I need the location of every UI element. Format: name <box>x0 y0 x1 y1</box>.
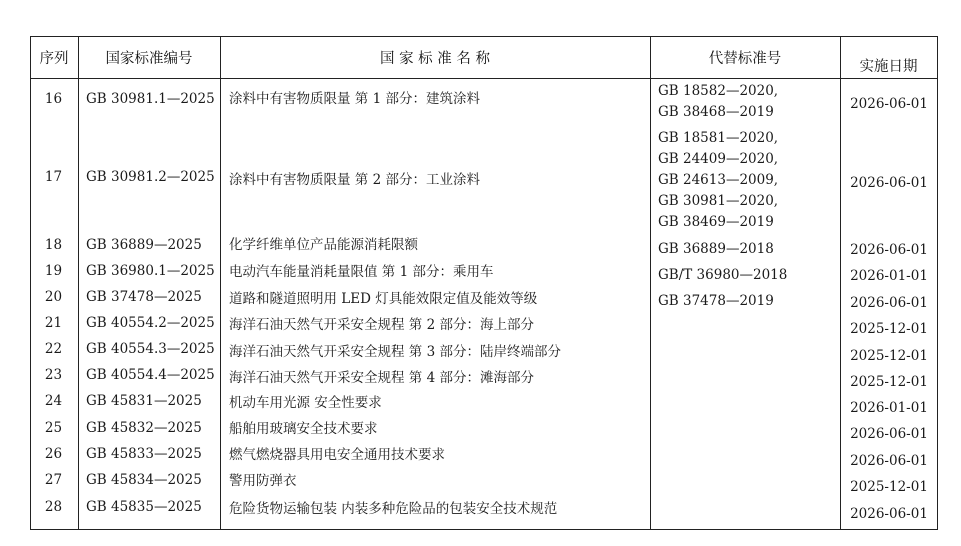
replaced-standard: GB 30981—2020, <box>658 193 779 209</box>
row-name: 化学纤维单位产品能源消耗限额 <box>229 237 418 253</box>
row-seq: 18 <box>44 237 63 253</box>
row-code: GB 40554.3—2025 <box>86 341 215 357</box>
row-name: 涂料中有害物质限量 第 1 部分：建筑涂料 <box>229 91 480 107</box>
replaced-standard: GB 18581—2020, <box>658 130 779 146</box>
replaced-standard: GB 38469—2019 <box>658 214 774 230</box>
row-name: 机动车用光源 安全性要求 <box>229 395 382 411</box>
row-date: 2026-06-01 <box>850 242 928 258</box>
row-name: 道路和隧道照明用 LED 灯具能效限定值及能效等级 <box>229 291 538 307</box>
row-name: 船舶用玻璃安全技术要求 <box>229 421 378 437</box>
table-bottom-border <box>30 529 937 530</box>
row-seq: 19 <box>44 263 63 279</box>
row-replaces: GB 37478—2019 <box>658 293 774 309</box>
row-replaces <box>658 81 778 123</box>
row-code: GB 30981.1—2025 <box>86 91 215 107</box>
column-divider <box>650 36 651 530</box>
row-name: 海洋石油天然气开采安全规程 第 4 部分：滩海部分 <box>229 370 534 386</box>
replaced-standard: GB 24409—2020, <box>658 151 779 167</box>
row-date: 2026-06-01 <box>850 426 928 442</box>
replaced-standard: GB 24613—2009, <box>658 172 779 188</box>
row-code: GB 45831—2025 <box>86 393 202 409</box>
row-date: 2026-06-01 <box>850 175 928 191</box>
row-code: GB 45835—2025 <box>86 499 202 515</box>
row-name: 电动汽车能量消耗量限值 第 1 部分：乘用车 <box>229 264 494 280</box>
header-replaces: 代替标准号 <box>708 50 782 67</box>
row-date: 2026-01-01 <box>850 268 928 284</box>
row-name: 燃气燃烧器具用电安全通用技术要求 <box>229 447 445 463</box>
row-name: 海洋石油天然气开采安全规程 第 2 部分：海上部分 <box>229 317 534 333</box>
row-replaces: GB 36889—2018 <box>658 241 774 257</box>
row-seq: 25 <box>44 420 63 436</box>
row-date: 2026-06-01 <box>850 96 928 112</box>
row-code: GB 36889—2025 <box>86 237 202 253</box>
row-code: GB 40554.2—2025 <box>86 315 215 331</box>
row-replaces: GB/T 36980—2018 <box>658 267 788 283</box>
row-code: GB 36980.1—2025 <box>86 263 215 279</box>
row-date: 2026-06-01 <box>850 506 928 522</box>
row-code: GB 45833—2025 <box>86 446 202 462</box>
row-code: GB 30981.2—2025 <box>86 169 215 185</box>
row-code: GB 40554.4—2025 <box>86 367 215 383</box>
row-replaces <box>658 128 778 233</box>
row-date: 2025-12-01 <box>850 374 928 390</box>
row-seq: 27 <box>44 472 63 488</box>
column-divider <box>78 36 79 530</box>
header-seq: 序列 <box>39 50 69 67</box>
replaced-standard: GB 18582—2020, <box>658 83 779 99</box>
header-code: 国家标准编号 <box>105 50 193 67</box>
row-seq: 28 <box>44 499 63 515</box>
row-name: 涂料中有害物质限量 第 2 部分：工业涂料 <box>229 172 480 188</box>
row-name: 警用防弹衣 <box>229 473 297 489</box>
header-bottom-border <box>30 78 937 79</box>
row-date: 2025-12-01 <box>850 321 928 337</box>
row-code: GB 45832—2025 <box>86 420 202 436</box>
row-date: 2025-12-01 <box>850 348 928 364</box>
row-seq: 21 <box>44 315 63 331</box>
row-name: 危险货物运输包装 内装多种危险品的包装安全技术规范 <box>229 501 558 517</box>
row-date: 2026-06-01 <box>850 295 928 311</box>
row-name: 海洋石油天然气开采安全规程 第 3 部分：陆岸终端部分 <box>229 344 561 360</box>
row-seq: 24 <box>44 393 63 409</box>
row-seq: 20 <box>44 289 63 305</box>
row-seq: 16 <box>44 91 63 107</box>
column-divider <box>220 36 221 530</box>
row-seq: 23 <box>44 367 63 383</box>
row-seq: 22 <box>44 341 63 357</box>
row-date: 2026-01-01 <box>850 400 928 416</box>
row-date: 2025-12-01 <box>850 479 928 495</box>
replaced-standard: GB 38468—2019 <box>658 104 774 120</box>
row-code: GB 37478—2025 <box>86 289 202 305</box>
row-seq: 17 <box>44 169 63 185</box>
row-date: 2026-06-01 <box>850 453 928 469</box>
row-seq: 26 <box>44 446 63 462</box>
header-name: 国 家 标 准 名 称 <box>379 50 491 67</box>
header-date: 实施日期 <box>859 58 918 75</box>
row-code: GB 45834—2025 <box>86 472 202 488</box>
